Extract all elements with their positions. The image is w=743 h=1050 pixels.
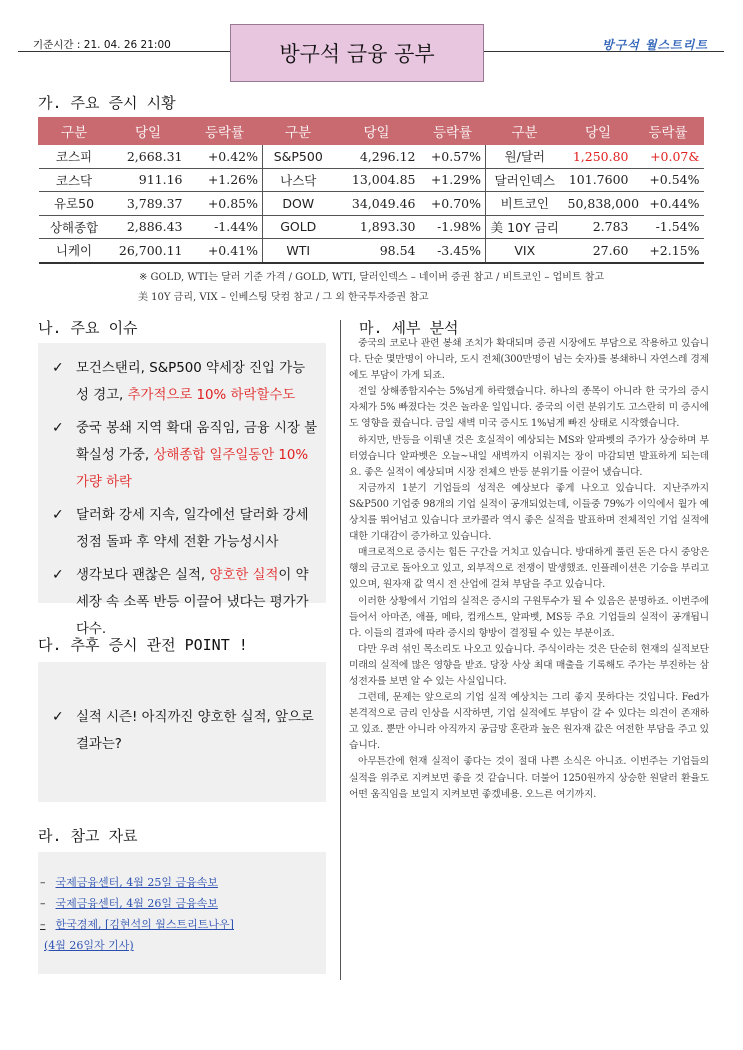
table-row: [39, 145, 704, 169]
analysis-paragraph: 이러한 상황에서 기업의 실적은 증시의 구원투수가 될 수 있음은 분명하죠. 이번주에 들어서 아마존, 애플, 메타, 컴캐스트, 알파벳, MS등 주요 기업들의 실적이 공개됩니다. 이들의 결과에 따라 증시의 향방이 결정될 수 있는 부분이죠.: [349, 595, 709, 639]
index-change: +0.70%: [420, 192, 486, 216]
index-name: GOLD: [263, 215, 334, 239]
ref-link-3-date[interactable]: (4월 26일자 기사): [44, 939, 134, 952]
index-value: 2,668.31: [110, 145, 187, 169]
table-header-cell: 당일: [564, 118, 633, 145]
index-change: +2.15%: [633, 239, 704, 263]
index-name: 美 10Y 금리: [486, 215, 564, 239]
issue-text: 모건스탠리, S&P500 약세장 진입 가능성 경고,: [76, 361, 306, 403]
issue-text: 달러화 강세 지속, 일각에선 달러화 강세 정점 돌파 후 약세 전환 가능성시사: [76, 508, 309, 550]
analysis-body: [349, 336, 709, 803]
index-change: -1.54%: [633, 215, 704, 239]
table-header-cell: 구분: [39, 118, 110, 145]
market-table-header: [39, 118, 704, 145]
analysis-paragraph: 전일 상해종합지수는 5%넘게 하락했습니다. 하나의 종목이 아니라 한 국가의 증시 자체가 5% 빠졌다는 것은 놀라운 일입니다. 중국의 이런 분위기도 고스란히 미 증시에도 영향을 줬습니다. 금일 새벽 미국 증시도 1%넘게 빠진 상태로 시작했습니다.: [349, 386, 709, 430]
analysis-paragraph: 지금까지 1분기 기업들의 성적은 예상보다 좋게 나오고 있습니다. 지난주까지 S&P500 기업중 98개의 기업 실적이 공개되었는데, 이들중 79%가 이익에서 월가 예상치를 뛰어넘고 있습니다 코카콜라 역시 좋은 실적을 발표하며 전체적인 기업 실적에 대한 기대감이 증가하고 있습니다.: [349, 482, 709, 543]
ref-item-3-cont[interactable]: [40, 935, 326, 956]
ref-item-1[interactable]: – 국제금융센터, 4월 25일 금융속보: [40, 876, 218, 889]
index-change: +0.54%: [633, 168, 704, 192]
analysis-paragraph: 하지만, 반등을 이뤄낸 것은 호실적이 예상되는 MS와 알파벳의 주가가 상승하며 부터였습니다 알파벳은 오늘~내일 새벽까지 이뤄지는 장이 마감되면 발표하게 되는데요. 좋은 실적이 예상되며 시장 전체으 반등 분위기를 이끌어 냈습니다.: [349, 434, 709, 478]
index-value: 27.60: [564, 239, 633, 263]
index-name: 비트코인: [486, 192, 564, 216]
issue-item: [52, 355, 318, 409]
section-title-analysis: 마. 세부 분석: [359, 319, 459, 337]
index-change: +0.07&: [633, 145, 704, 169]
table-header-cell: 당일: [110, 118, 187, 145]
check-icon: ✓: [52, 709, 64, 725]
table-note-2: 美 10Y 금리, VIX – 인베스팅 닷컴 참고 / 그 외 한국투자증권 참고: [138, 292, 429, 303]
issue-text: 추가적으로 10% 하락할수도: [127, 388, 296, 403]
index-name: 니케이: [39, 239, 110, 263]
index-change: +0.44%: [633, 192, 704, 216]
analysis-paragraph: 중국의 코로나 관련 봉쇄 조치가 확대되며 증권 시장에도 부담으로 작용하고 있습니다. 단순 몇만명이 아니라, 도시 전체(300만명이 넘는 숫자)를 봉쇄하니 자연스레 경제에도 부담이 가게 되죠.: [349, 338, 709, 382]
index-name: 달러인덱스: [486, 168, 564, 192]
check-icon: ✓: [52, 567, 64, 583]
issue-item: [52, 502, 318, 556]
index-value: 1,250.80: [564, 145, 633, 169]
table-row: [39, 192, 704, 216]
ref-link-3[interactable]: 한국경제, [김현석의 월스트리트나우]: [55, 918, 234, 931]
check-icon: ✓: [52, 420, 64, 436]
section-title-market: 가. 주요 증시 시황: [38, 94, 176, 112]
index-name: S&P500: [263, 145, 334, 169]
index-change: +0.41%: [187, 239, 263, 263]
ref-item-3[interactable]: – 한국경제, [김현석의 월스트리트나우]: [40, 918, 234, 931]
index-name: 코스피: [39, 145, 110, 169]
issues-box: [38, 343, 326, 637]
index-name: WTI: [263, 239, 334, 263]
issue-text: 이 약세장 속 소폭 반등 이끌어 냈다는 평가가 다수.: [76, 568, 309, 637]
index-change: -1.44%: [187, 215, 263, 239]
index-value: 26,700.11: [110, 239, 187, 263]
table-header-cell: 등락률: [633, 118, 704, 145]
index-change: -1.98%: [420, 215, 486, 239]
analysis-paragraph: 다만 우려 섞인 목소리도 나오고 있습니다. 주식이라는 것은 단순히 현재의 실적보단 미래의 실적에 많은 영향을 받죠. 당장 사상 최대 매출을 기록해도 주가는 부진하는 삼성전자를 보면 알 수 있는 사실입니다.: [349, 643, 709, 687]
table-header-cell: 등락률: [420, 118, 486, 145]
index-name: 코스닥: [39, 168, 110, 192]
market-table: [38, 117, 704, 264]
index-name: 상해종합: [39, 215, 110, 239]
page-title: 방구석 금융 공부: [230, 24, 484, 82]
index-change: +0.85%: [187, 192, 263, 216]
table-header-cell: 당일: [334, 118, 420, 145]
analysis-paragraph: 아무튼간에 현재 실적이 좋다는 것이 절대 나쁜 소식은 아니죠. 이번주는 기업들의 실적을 위주로 지켜보면 좋을 것 같습니다. 더불어 1250원까지 상승한 원달러 환율도 어떤 움직임을 보일지 지켜보면 좋겠네용. 오느른 여기까지.: [349, 756, 709, 800]
check-icon: ✓: [52, 507, 64, 523]
section-title-point: 다. 추후 증시 관전 POINT !: [38, 636, 248, 654]
ref-link-1[interactable]: 국제금융센터, 4월 25일 금융속보: [55, 876, 218, 889]
section-title-refs: 라. 참고 자료: [38, 827, 138, 845]
ref-link-2[interactable]: 국제금융센터, 4월 26일 금융속보: [55, 897, 218, 910]
index-value: 98.54: [334, 239, 420, 263]
index-name: 원/달러: [486, 145, 564, 169]
index-value: 2.783: [564, 215, 633, 239]
table-header-cell: 구분: [486, 118, 564, 145]
issue-text: 중국 봉쇄 지역 확대 움직임, 금융 시장 불확실성 가중,: [76, 421, 318, 463]
check-icon: ✓: [52, 360, 64, 376]
table-header-cell: 구분: [263, 118, 334, 145]
index-value: 50,838,000: [564, 192, 633, 216]
table-row: [39, 239, 704, 263]
table-header-cell: 등락률: [187, 118, 263, 145]
point-text: 실적 시즌! 아직까진 양호한 실적, 앞으로 결과는?: [76, 710, 314, 752]
table-note-1: ※ GOLD, WTI는 달러 기준 가격 / GOLD, WTI, 달러인덱스 – 네이버 증권 참고 / 비트코인 – 업비트 참고: [138, 272, 605, 283]
point-item: [52, 704, 318, 758]
index-change: +0.57%: [420, 145, 486, 169]
index-value: 911.16: [110, 168, 187, 192]
index-name: VIX: [486, 239, 564, 263]
index-change: +0.42%: [187, 145, 263, 169]
index-value: 4,296.12: [334, 145, 420, 169]
ref-item-2[interactable]: – 국제금융센터, 4월 26일 금융속보: [40, 897, 218, 910]
index-name: 나스닥: [263, 168, 334, 192]
index-change: +1.29%: [420, 168, 486, 192]
refs-box: [38, 852, 326, 974]
reference-datetime: 기준시간 : 21. 04. 26 21:00: [33, 39, 171, 51]
column-divider: [340, 320, 341, 980]
analysis-paragraph: 그런데, 문제는 앞으로의 기업 실적 예상치는 그리 좋지 못하다는 것입니다. Fed가 본격적으로 금리 인상을 시작하면, 기업 실적에도 부담이 갈 수 있다는 의견이 존재하고 있죠. 뿐만 아니라 아직까지 공급망 혼란과 높은 원자재 값은 여전한 부담을 주고 있습니다.: [349, 692, 709, 752]
index-value: 13,004.85: [334, 168, 420, 192]
index-change: -3.45%: [420, 239, 486, 263]
index-value: 3,789.37: [110, 192, 187, 216]
table-row: [39, 168, 704, 192]
analysis-paragraph: 매크로적으로 증시는 힘든 구간을 거치고 있습니다. 방대하게 풀린 돈은 다시 중앙은행의 금고로 돌아오고 있고, 외부적으로 전쟁이 발생했죠. 인플레이션은 기승을 부리고 있으며, 원자재 값 역시 전 산업에 걸쳐 부담을 주고 있습니다.: [349, 547, 709, 591]
section-title-issues: 나. 주요 이슈: [38, 319, 138, 337]
issue-text: 양호한 실적: [209, 568, 279, 583]
index-value: 2,886.43: [110, 215, 187, 239]
issue-item: [52, 415, 318, 496]
issue-text: 상해종합 일주일동안 10% 가량 하락: [76, 448, 309, 490]
issue-item: [52, 562, 318, 643]
index-value: 1,893.30: [334, 215, 420, 239]
table-row: [39, 215, 704, 239]
point-box: [38, 662, 326, 802]
index-value: 101.7600: [564, 168, 633, 192]
index-name: 유로50: [39, 192, 110, 216]
index-value: 34,049.46: [334, 192, 420, 216]
brand-logo: 방구석 월스트리트: [602, 38, 708, 52]
index-name: DOW: [263, 192, 334, 216]
issue-text: 생각보다 괜찮은 실적,: [76, 568, 210, 583]
index-change: +1.26%: [187, 168, 263, 192]
